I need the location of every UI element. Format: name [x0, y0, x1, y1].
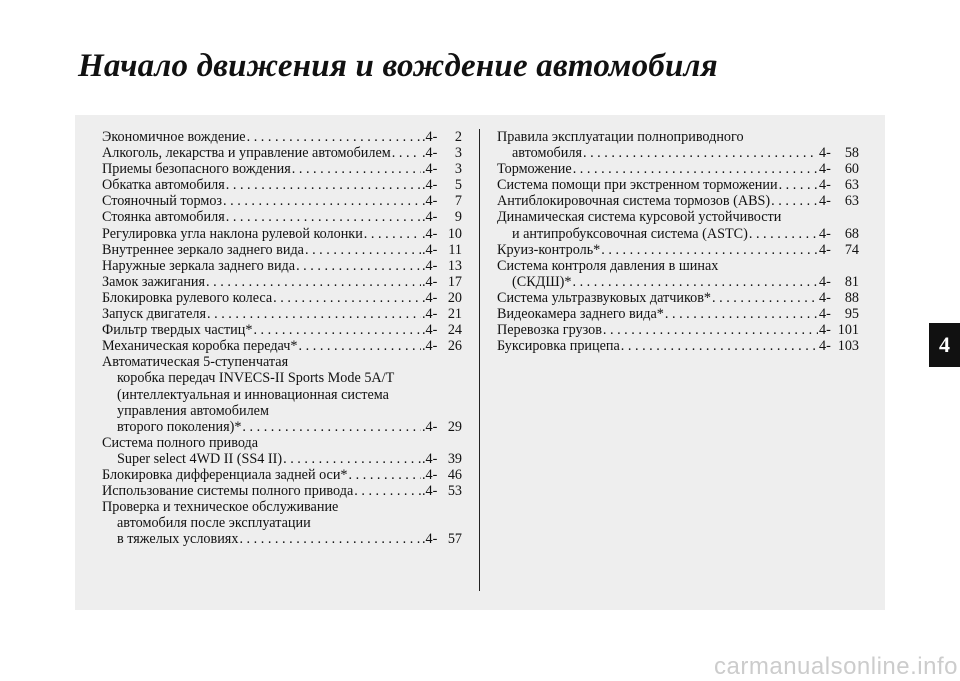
dot-leader — [712, 290, 818, 306]
toc-entry-title: (СКДШ)* — [512, 273, 572, 290]
dot-leader — [572, 274, 818, 290]
toc-entry-title: Автоматическая 5-ступенчатая — [102, 354, 289, 371]
toc-entry-title: управления автомобилем — [117, 402, 269, 419]
toc-page-ref — [422, 483, 462, 499]
toc-entry-line — [102, 274, 462, 290]
toc-page-ref — [422, 226, 462, 242]
watermark: carmanualsonline.info — [714, 653, 958, 680]
toc-entry-line — [497, 161, 859, 177]
dot-leader — [242, 419, 421, 435]
toc-entry-line — [497, 258, 859, 274]
toc-entry-line — [497, 274, 859, 290]
toc-entry-line — [102, 435, 462, 451]
toc-entry-title: Стояночный тормоз — [102, 193, 223, 210]
toc-entry[interactable] — [102, 290, 462, 306]
toc-entry-title: Регулировка угла наклона рулевой колонки — [102, 225, 363, 242]
toc-entry-line — [497, 226, 859, 242]
dot-leader — [364, 226, 421, 242]
toc-page-number: 88 — [844, 289, 859, 306]
toc-chapter-number: 4- — [819, 161, 831, 178]
toc-entry-line — [102, 209, 462, 225]
page-title: Начало движения и вождение автомобиля — [78, 48, 718, 84]
toc-entry-line — [102, 258, 462, 274]
toc-page-ref — [819, 338, 859, 354]
toc-entry[interactable] — [102, 306, 462, 322]
toc-entry[interactable] — [102, 226, 462, 242]
toc-entry-line — [102, 338, 462, 354]
toc-page-ref — [422, 451, 462, 467]
toc-entry-line — [497, 290, 859, 306]
toc-entry-line — [102, 322, 462, 338]
dot-leader — [665, 306, 818, 322]
toc-entry-title: Фильтр твердых частиц* — [102, 322, 253, 339]
toc-entry[interactable] — [497, 306, 859, 322]
toc-page-ref — [819, 306, 859, 322]
toc-entry-line — [497, 322, 859, 338]
toc-entry[interactable] — [497, 129, 859, 161]
toc-page-ref — [819, 161, 859, 177]
toc-entry-title: Система полного привода — [102, 434, 259, 451]
toc-chapter-number: .4- — [422, 209, 438, 226]
toc-page-ref — [819, 242, 859, 258]
toc-entry-title: Блокировка дифференциала задней оси* — [102, 466, 348, 483]
toc-entry-line — [102, 531, 462, 547]
toc-column-right — [497, 129, 859, 354]
toc-chapter-number: .4- — [422, 273, 438, 290]
toc-chapter-number: 4- — [819, 241, 831, 258]
toc-page-number: 3 — [454, 145, 462, 162]
toc-page-ref — [422, 242, 462, 258]
toc-entry-title: Внутреннее зеркало заднего вида — [102, 241, 304, 258]
toc-chapter-number: .4- — [422, 289, 438, 306]
toc-page-number: 2 — [454, 129, 462, 145]
dot-leader — [583, 145, 818, 161]
toc-entry[interactable] — [102, 209, 462, 225]
toc-page-number: 68 — [844, 225, 859, 242]
toc-entry[interactable] — [497, 242, 859, 258]
toc-page-number: 17 — [447, 273, 462, 290]
dot-leader — [573, 161, 818, 177]
toc-page-number: 11 — [448, 241, 462, 258]
toc-entry-line — [102, 387, 462, 403]
dot-leader — [621, 338, 818, 354]
chapter-tab[interactable]: 4 — [929, 323, 960, 367]
toc-entry-title: Запуск двигателя — [102, 306, 207, 323]
toc-chapter-number: .4- — [422, 483, 438, 500]
toc-entry[interactable] — [497, 161, 859, 177]
toc-page-ref — [422, 129, 462, 145]
toc-chapter-number: 4- — [819, 145, 831, 162]
toc-entry-title: Блокировка рулевого колеса — [102, 289, 273, 306]
toc-chapter-number: 4- — [819, 338, 831, 355]
toc-page-number: 95 — [844, 306, 859, 323]
toc-entry-title: и антипробуксовочная система (ASTC) — [512, 225, 748, 242]
toc-entry-title: (интеллектуальная и инновационная система — [117, 386, 389, 403]
toc-entry-line — [102, 354, 462, 370]
toc-chapter-number: .4- — [422, 145, 438, 162]
toc-entry[interactable] — [497, 258, 859, 290]
toc-entry[interactable] — [102, 145, 462, 161]
toc-page-number: 24 — [447, 322, 462, 339]
toc-entry-title: Видеокамера заднего вида* — [497, 306, 664, 323]
toc-entry[interactable] — [102, 242, 462, 258]
toc-entry-line — [102, 290, 462, 306]
toc-entry[interactable] — [102, 467, 462, 483]
toc-entry-title: Торможение — [497, 161, 572, 178]
toc-entry[interactable] — [497, 322, 859, 338]
toc-entry-title: Антиблокировочная система тормозов (ABS) — [497, 193, 771, 210]
toc-entry[interactable] — [497, 209, 859, 241]
toc-entry-line — [102, 226, 462, 242]
toc-page-ref — [819, 226, 859, 242]
toc-page-ref — [422, 258, 462, 274]
toc-chapter-number: .4- — [422, 322, 438, 339]
dot-leader — [292, 161, 421, 177]
dot-leader — [226, 209, 421, 225]
dot-leader — [207, 306, 421, 322]
toc-entry-line — [497, 242, 859, 258]
toc-entry[interactable] — [497, 338, 859, 354]
column-divider — [479, 129, 480, 591]
toc-chapter-number: 4- — [819, 193, 831, 210]
toc-entry-title: Super select 4WD II (SS4 II) — [117, 450, 283, 467]
toc-entry-line — [102, 515, 462, 531]
toc-page-number: 39 — [447, 450, 462, 467]
dot-leader — [349, 467, 421, 483]
toc-entry[interactable] — [102, 177, 462, 193]
toc-page-ref — [422, 419, 462, 435]
toc-entry[interactable] — [102, 354, 462, 434]
toc-page-number: 53 — [447, 483, 462, 500]
toc-page-ref — [422, 322, 462, 338]
toc-page-ref — [422, 177, 462, 193]
toc-chapter-number: .4- — [422, 338, 438, 355]
toc-entry-line — [102, 467, 462, 483]
toc-entry-line — [497, 129, 859, 145]
toc-page-ref — [422, 467, 462, 483]
toc-page-number: 9 — [454, 209, 462, 226]
toc-page-number: 57 — [447, 531, 462, 548]
toc-entry-line — [497, 193, 859, 209]
toc-page-ref — [422, 274, 462, 290]
toc-entry-title: Система контроля давления в шинах — [497, 257, 719, 274]
dot-leader — [779, 177, 818, 193]
dot-leader — [283, 451, 421, 467]
toc-page-number: 74 — [844, 241, 859, 258]
toc-entry-title: Экономичное вождение — [102, 129, 246, 145]
toc-entry-title: Динамическая система курсовой устойчивости — [497, 209, 782, 226]
toc-page-ref — [819, 145, 859, 161]
toc-entry-title: Использование системы полного привода — [102, 483, 354, 500]
toc-page-ref — [819, 193, 859, 209]
toc-page-number: 101 — [837, 322, 859, 339]
toc-chapter-number: .4- — [422, 193, 438, 210]
toc-entry-title: Обкатка автомобиля — [102, 177, 225, 194]
toc-entry-title: Круиз-контроль* — [497, 241, 601, 258]
toc-entry-line — [102, 177, 462, 193]
toc-chapter-number: 4- — [819, 273, 831, 290]
dot-leader — [223, 193, 421, 209]
toc-entry-title: в тяжелых условиях — [117, 531, 239, 548]
toc-page-number: 46 — [447, 466, 462, 483]
toc-page-ref — [422, 306, 462, 322]
toc-entry-title: автомобиля — [512, 145, 582, 162]
toc-entry-title: Буксировка прицепа — [497, 338, 620, 355]
dot-leader — [247, 129, 421, 145]
toc-entry-title: автомобиля после эксплуатации — [117, 515, 311, 532]
toc-chapter-number: .4- — [422, 241, 438, 258]
dot-leader — [299, 338, 421, 354]
toc-entry-title: второго поколения)* — [117, 418, 242, 435]
toc-chapter-number: .4- — [422, 225, 438, 242]
toc-page-number: 20 — [447, 289, 462, 306]
toc-entry-line — [497, 306, 859, 322]
toc-page-number: 58 — [844, 145, 859, 162]
toc-chapter-number: .4- — [422, 531, 438, 548]
dot-leader — [253, 322, 421, 338]
toc-page-number: 10 — [447, 225, 462, 242]
toc-entry-line — [102, 483, 462, 499]
toc-page-ref — [422, 338, 462, 354]
toc-entry[interactable] — [497, 177, 859, 193]
toc-chapter-number: .4- — [422, 177, 438, 194]
toc-chapter-number: 4- — [819, 322, 831, 339]
toc-entry-line — [102, 242, 462, 258]
toc-chapter-number: 4- — [819, 177, 831, 194]
toc-entry[interactable] — [102, 435, 462, 467]
toc-entry-title: Проверка и техническое обслуживание — [102, 499, 339, 516]
toc-chapter-number: .4- — [422, 257, 438, 274]
toc-page-number: 81 — [844, 273, 859, 290]
toc-entry-title: Алкоголь, лекарства и управление автомобилем — [102, 145, 391, 162]
toc-entry-line — [102, 306, 462, 322]
toc-page-ref — [422, 290, 462, 306]
dot-leader — [392, 145, 421, 161]
toc-chapter-number: .4- — [422, 161, 438, 178]
toc-chapter-number: .4- — [422, 466, 438, 483]
toc-page-number: 7 — [454, 193, 462, 210]
toc-page-number: 63 — [844, 193, 859, 210]
toc-entry-line — [102, 419, 462, 435]
toc-entry-title: Перевозка грузов — [497, 322, 602, 339]
toc-page-ref — [819, 274, 859, 290]
dot-leader — [601, 242, 818, 258]
toc-page-ref — [819, 290, 859, 306]
toc-entry-line — [497, 209, 859, 225]
toc-chapter-number: .4- — [422, 129, 438, 145]
toc-page-number: 3 — [454, 161, 462, 178]
toc-entry-title: Система ультразвуковых датчиков* — [497, 289, 712, 306]
dot-leader — [296, 258, 421, 274]
toc-entry-line — [102, 129, 462, 145]
toc-entry[interactable] — [497, 290, 859, 306]
dot-leader — [239, 531, 421, 547]
toc-entry-title: коробка передач INVECS-II Sports Mode 5A/T — [117, 370, 395, 387]
toc-entry[interactable] — [102, 161, 462, 177]
toc-chapter-number: 4- — [819, 289, 831, 306]
toc-chapter-number: .4- — [422, 418, 438, 435]
toc-page-number: 5 — [454, 177, 462, 194]
toc-page-ref — [819, 177, 859, 193]
toc-chapter-number: .4- — [422, 450, 438, 467]
toc-page-ref — [422, 193, 462, 209]
dot-leader — [771, 193, 818, 209]
toc-entry-line — [102, 145, 462, 161]
toc-entry[interactable] — [497, 193, 859, 209]
toc-entry-line — [102, 370, 462, 386]
toc-entry-line — [102, 193, 462, 209]
toc-entry[interactable] — [102, 274, 462, 290]
dot-leader — [226, 177, 421, 193]
toc-entry[interactable] — [102, 499, 462, 547]
toc-entry-title: Система помощи при экстренном торможении — [497, 177, 778, 194]
toc-chapter-number: 4- — [819, 225, 831, 242]
toc-page-number: 29 — [447, 418, 462, 435]
toc-column-left — [102, 129, 462, 547]
toc-page-number: 63 — [844, 177, 859, 194]
toc-entry-title: Механическая коробка передач* — [102, 338, 298, 355]
toc-page-number: 60 — [844, 161, 859, 178]
toc-entry-line — [497, 145, 859, 161]
toc-entry[interactable] — [102, 258, 462, 274]
toc-entry[interactable] — [102, 129, 462, 145]
toc-page-number: 21 — [447, 306, 462, 323]
toc-page-number: 13 — [447, 257, 462, 274]
toc-chapter-number: 4- — [819, 306, 831, 323]
toc-entry[interactable] — [102, 338, 462, 354]
dot-leader — [354, 483, 421, 499]
toc-page-ref — [422, 209, 462, 225]
toc-chapter-number: .4- — [422, 306, 438, 323]
toc-entry-title: Правила эксплуатации полноприводного — [497, 129, 744, 145]
toc-page-number: 103 — [837, 338, 859, 355]
dot-leader — [273, 290, 421, 306]
toc-entry-line — [102, 403, 462, 419]
dot-leader — [305, 242, 421, 258]
toc-entry-line — [497, 177, 859, 193]
dot-leader — [206, 274, 421, 290]
toc-entry-title: Стоянка автомобиля — [102, 209, 225, 226]
toc-entry-title: Приемы безопасного вождения — [102, 161, 291, 178]
toc-entry[interactable] — [102, 322, 462, 338]
toc-entry-line — [102, 451, 462, 467]
toc-entry-line — [497, 338, 859, 354]
toc-page-ref — [422, 531, 462, 547]
dot-leader — [603, 322, 818, 338]
dot-leader — [749, 226, 818, 242]
toc-page-ref — [819, 322, 859, 338]
toc-entry-line — [102, 161, 462, 177]
toc-page-ref — [422, 161, 462, 177]
toc-page-ref — [422, 145, 462, 161]
toc-entry[interactable] — [102, 193, 462, 209]
toc-entry-title: Наружные зеркала заднего вида — [102, 257, 296, 274]
toc-entry-title: Замок зажигания — [102, 273, 206, 290]
toc-entry[interactable] — [102, 483, 462, 499]
toc-entry-line — [102, 499, 462, 515]
toc-page-number: 26 — [447, 338, 462, 355]
